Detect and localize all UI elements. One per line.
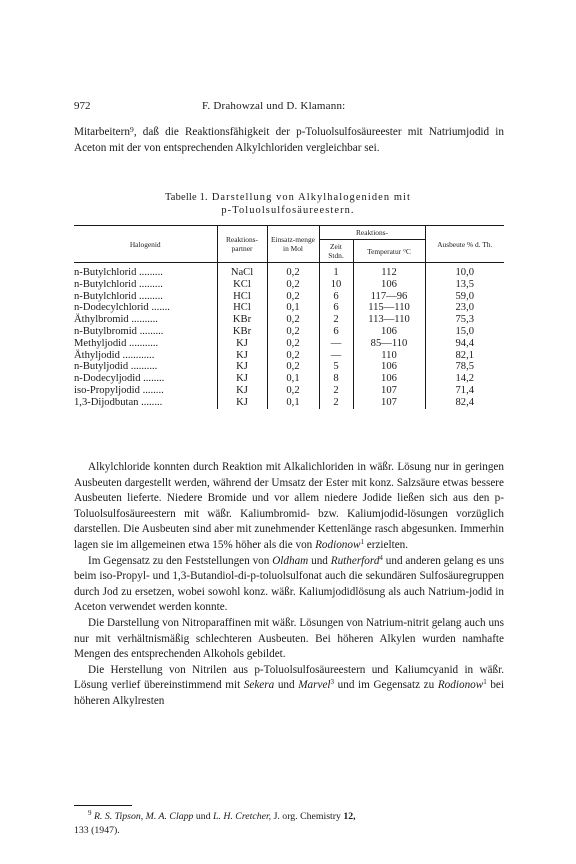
cell-partner: KBr — [217, 314, 267, 326]
cell-halogenid: n-Dodecylchlorid ....... — [74, 302, 217, 314]
cell-halogenid: Methyljodid ........... — [74, 338, 217, 350]
cell-menge: 0,1 — [267, 373, 319, 385]
paragraph-2 — [74, 554, 504, 616]
table-row — [74, 385, 504, 397]
cite-marvel: Marvel — [298, 679, 331, 692]
cell-temp: 106 — [353, 326, 425, 338]
cell-partner: KCl — [217, 279, 267, 291]
cell-zeit: 6 — [319, 326, 353, 338]
table-row — [74, 397, 504, 409]
cell-ausbeute: 15,0 — [455, 325, 475, 337]
cite-rodionow: Rodionow — [315, 538, 361, 551]
cell-partner: KJ — [217, 361, 267, 373]
paragraph-1 — [74, 460, 504, 554]
cell-ausbeute: 14,2 — [455, 373, 475, 385]
table-caption — [0, 191, 576, 217]
cell-menge: 0,2 — [267, 326, 319, 338]
table-caption-label: Tabelle 1. — [164, 192, 208, 203]
cell-ausbeute: 94,4 — [455, 337, 475, 349]
cell-temp: 106 — [353, 361, 425, 373]
cell-menge: 0,2 — [267, 338, 319, 350]
table-row — [74, 263, 504, 279]
cell-partner: KJ — [217, 373, 267, 385]
paragraph-2-c: und anderen gelang es uns beim iso-Propyl- und 1,3-Butandiol-di-p-toluolsulfonat auch die sekundären Sulfosäuregruppen durch Jod zu ersetzen, wobei sowohl konz. wäßr. Kaliumjodidlösung als auch Natrium-jodid in Aceton verwendet werden konnte. — [74, 554, 504, 614]
header-reaction-group: Reaktions- — [319, 226, 425, 240]
paragraph-4-d: bei höheren Alkylresten — [74, 679, 504, 707]
table-caption-line1: Darstellung von Alkylhalogeniden mit — [211, 192, 412, 203]
cell-temp: 107 — [353, 397, 425, 409]
header-menge: Einsatz-menge in Mol — [267, 226, 319, 263]
body-text — [74, 460, 504, 710]
paragraph-4-a: Die Herstellung von Nitrilen aus p-Toluolsulfosäureestern und Kaliumcyanid in wäßr. Lösung verlief übereinstimmend mit — [74, 663, 504, 692]
ref-4: 4 — [379, 553, 383, 562]
cite-oldham: Oldham — [272, 554, 309, 567]
cell-halogenid: n-Butyljodid .......... — [74, 361, 217, 373]
ref-3: 3 — [330, 678, 335, 687]
cite-sekera: Sekera — [243, 679, 275, 692]
table-row — [74, 361, 504, 373]
cell-partner: HCl — [217, 291, 267, 303]
header-partner: Reaktions-partner — [217, 226, 267, 263]
cell-zeit: 2 — [319, 397, 353, 409]
footnote-volume: 12, — [343, 811, 356, 822]
header-halogenid: Halogenid — [74, 226, 217, 263]
paragraph-3: Die Darstellung von Nitroparaffinen mit wäßr. Lösungen von Natrium-nitrit gelang auch uns nur mit verhältnismäßig schlechteren Ausbeuten. Bei höheren Alkylen wurden namhafte Mengen des entsprechenden Alkohols gebildet. — [74, 616, 504, 661]
cell-ausbeute: 82,1 — [455, 349, 475, 361]
cell-temp: 106 — [353, 279, 425, 291]
cell-halogenid: Äthyljodid ............ — [74, 350, 217, 362]
cell-halogenid: n-Butylbromid ......... — [74, 326, 217, 338]
footnote-marker: 9 — [88, 809, 92, 817]
cell-ausbeute: 71,4 — [455, 384, 475, 396]
header-temp: Temperatur °C — [353, 240, 425, 263]
footnote — [74, 810, 504, 837]
intro-text: Mitarbeitern⁹, daß die Reaktionsfähigkeit der p-Toluolsulfosäureester mit Natriumjodid in Aceton mit der von entsprechenden Alkylchloriden vergleichbar sei. — [74, 126, 504, 154]
cell-menge: 0,2 — [267, 263, 319, 279]
paragraph-1-text: Alkylchloride konnten durch Reaktion mit Alkalichloriden in wäßr. Lösung nur in geringen Ausbeuten dargestellt werden, während der Umsatz der Ester mit konz. Salzsäure etwas bessere Ausbeuten lieferte. Niedere Bromide und vor allem niedere Jodide ließen sich aus den p-Toluolsulfosäureestern mit wäßr. Kaliumbromid- bzw. Kaliumjodid-lösungen vorzüglich darstellen. Die Ausbeuten sind aber mit zunehmender Kettenlänge rasch abgesunken. Immerhin lagen sie im allgemeinen etwa 15% höher als die von — [74, 461, 504, 551]
cell-zeit: — — [319, 350, 353, 362]
cell-zeit: — — [319, 338, 353, 350]
cell-ausbeute: 82,4 — [455, 396, 475, 408]
cell-halogenid: iso-Propyljodid ........ — [74, 385, 217, 397]
cell-zeit: 5 — [319, 361, 353, 373]
cell-zeit: 6 — [319, 291, 353, 303]
cell-zeit: 10 — [319, 279, 353, 291]
cell-ausbeute: 59,0 — [455, 290, 475, 302]
header-zeit: Zeit Stdn. — [319, 240, 353, 263]
cell-temp: 85—110 — [353, 338, 425, 350]
cell-temp: 106 — [353, 373, 425, 385]
table-row — [74, 302, 504, 314]
running-title: F. Drahowzal und D. Klamann: — [202, 100, 346, 112]
cell-partner: KJ — [217, 350, 267, 362]
cell-temp: 107 — [353, 385, 425, 397]
table-row — [74, 350, 504, 362]
cell-zeit: 1 — [319, 263, 353, 279]
paragraph-2-a: Im Gegensatz zu den Feststellungen von — [88, 554, 273, 567]
footnote-authors: R. S. Tipson, M. A. Clapp — [93, 811, 194, 822]
cell-menge: 0,2 — [267, 361, 319, 373]
footnote-rule — [74, 805, 132, 806]
cell-zeit: 6 — [319, 302, 353, 314]
cell-ausbeute: 78,5 — [455, 361, 475, 373]
footnote-journal: J. org. Chemistry — [271, 811, 344, 822]
paragraph-4-c: und im Gegensatz zu — [334, 679, 438, 692]
paragraph-2-b: und — [308, 554, 331, 567]
cell-temp: 113—110 — [353, 314, 425, 326]
ref-1: 1 — [360, 537, 364, 546]
cell-ausbeute: 10,0 — [455, 267, 475, 278]
cite-rodionow-2: Rodionow — [437, 679, 484, 692]
paragraph-4-b: und — [274, 679, 299, 692]
table-row — [74, 338, 504, 350]
data-table — [74, 225, 504, 409]
cell-menge: 0,1 — [267, 302, 319, 314]
footnote-author2: L. H. Cretcher, — [212, 811, 272, 822]
cell-zeit: 2 — [319, 385, 353, 397]
table-row — [74, 373, 504, 385]
table-row — [74, 279, 504, 291]
cell-halogenid: 1,3-Dijodbutan ........ — [74, 397, 217, 409]
cell-halogenid: n-Dodecyljodid ........ — [74, 373, 217, 385]
paragraph-4 — [74, 663, 504, 710]
page-number: 972 — [74, 100, 91, 112]
intro-paragraph — [74, 125, 504, 156]
table-row — [74, 314, 504, 326]
cell-temp: 117—96 — [353, 291, 425, 303]
ref-1-b: 1 — [483, 678, 487, 687]
cell-partner: KJ — [217, 338, 267, 350]
cell-menge: 0,2 — [267, 279, 319, 291]
cell-menge: 0,2 — [267, 314, 319, 326]
table-row — [74, 291, 504, 303]
cell-menge: 0,2 — [267, 350, 319, 362]
footnote-und: und — [193, 811, 213, 822]
table-caption-line2: p-Toluolsulfosäureestern. — [221, 205, 355, 216]
cell-partner: KJ — [217, 385, 267, 397]
cell-partner: NaCl — [217, 263, 267, 279]
cell-temp: 115—110 — [353, 302, 425, 314]
cell-halogenid: n-Butylchlorid ......... — [74, 263, 217, 279]
cite-rutherford: Rutherford — [330, 554, 380, 567]
table-row — [74, 326, 504, 338]
header-ausbeute: Ausbeute % d. Th. — [425, 226, 504, 263]
cell-zeit: 8 — [319, 373, 353, 385]
cell-menge: 0,2 — [267, 385, 319, 397]
cell-menge: 0,1 — [267, 397, 319, 409]
cell-zeit: 2 — [319, 314, 353, 326]
cell-halogenid: n-Butylchlorid ......... — [74, 279, 217, 291]
cell-menge: 0,2 — [267, 291, 319, 303]
cell-partner: KBr — [217, 326, 267, 338]
cell-temp: 112 — [353, 263, 425, 279]
cell-ausbeute: 23,0 — [455, 302, 475, 314]
cell-ausbeute: 13,5 — [455, 278, 475, 290]
footnote-pages: 133 (1947). — [74, 824, 120, 836]
cell-halogenid: Äthylbromid .......... — [74, 314, 217, 326]
cell-halogenid: n-Butylchlorid ......... — [74, 291, 217, 303]
paragraph-1-end: erzielten. — [363, 538, 409, 551]
cell-ausbeute: 75,3 — [455, 314, 475, 326]
cell-partner: HCl — [217, 302, 267, 314]
cell-partner: KJ — [217, 397, 267, 409]
cell-temp: 110 — [353, 350, 425, 362]
